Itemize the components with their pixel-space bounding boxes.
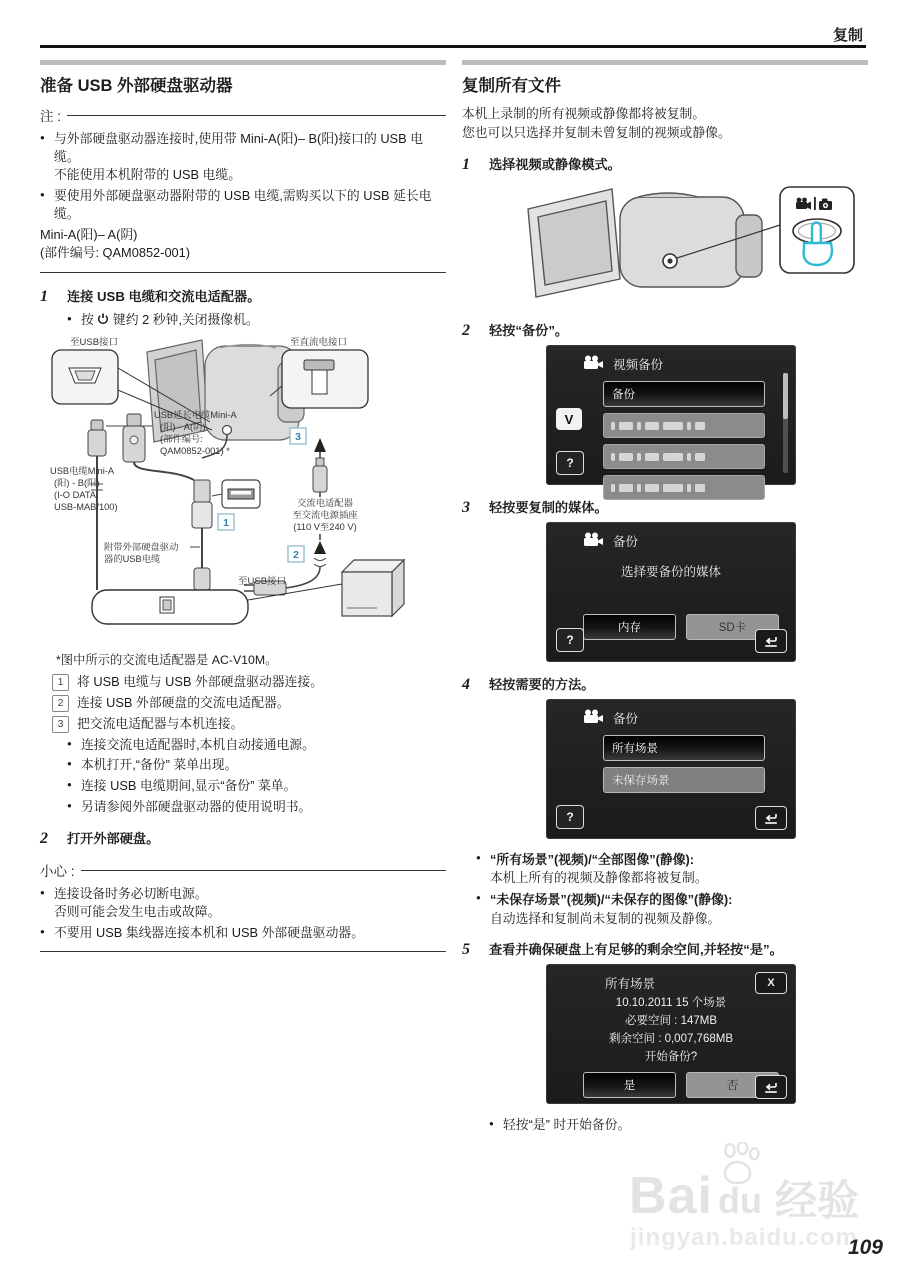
camcorder-icon [583,532,605,550]
screen-title-row [557,709,785,727]
rule [67,115,446,116]
return-button [755,806,787,830]
connection-diagram [42,334,446,647]
placeholder-menu-item [603,444,765,469]
screen-title: 备份 [613,535,639,550]
power-off-bullet: ● 按 键约 2 秒钟,关闭摄像机。 [67,311,446,330]
placeholder-menu-item [603,475,765,500]
camera-screen-select-media [546,522,796,662]
caution-label-row [40,860,446,880]
substep-1: 1 将 USB 电缆与 USB 外部硬盘驱动器连接。 [52,673,446,691]
all-scenes-button: 所有场景 [603,735,765,761]
svg-text:交流电适配器: 交流电适配器 [297,497,353,508]
yes-button: 是 [583,1072,676,1098]
step-2-right: 2 轻按“备份”。 [462,322,569,340]
note-bullet: ● 与外部硬盘驱动器连接时,使用带 Mini-A(阳)– B(阳)接口的 USB 电缆。 不能使用本机附带的 USB 电缆。 [40,130,446,184]
svg-text:QAM0852-001) *: QAM0852-001) * [160,445,230,456]
help-button: ? [556,805,584,829]
left-column [40,60,446,1137]
step-1-right: 1 选择视频或静像模式。 [462,156,621,174]
select-media-prompt: 选择要备份的媒体 [620,565,721,580]
info-bullet: ● 连接 USB 电缆期间,显示“备份” 菜单。 [67,777,446,795]
return-button [755,629,787,653]
diagram-marker-2: 2 [293,548,299,561]
diagram-label-to-usb: 至USB接口 [70,336,119,348]
step-3-right: 3 轻按要复制的媒体。 [462,499,608,517]
svg-text:(阳) - B(阳): (阳) - B(阳) [54,477,100,488]
backup-info-lines [557,995,785,1066]
option-all-scenes-desc: 本机上所有的视频及静像都将被复制。 [490,870,708,886]
camcorder-icon [583,709,605,727]
watermark-brand-cn: 经验 [774,1176,859,1224]
info-bullet: ● 连接交流电适配器时,本机自动接通电源。 [67,736,446,754]
screen-title: 视频备份 [613,358,664,373]
scroll-down-button: V [556,408,582,430]
rule [40,272,446,273]
option-unsaved-scenes-desc: 自动选择和复制尚未复制的视频及静像。 [490,910,721,926]
svg-text:(部件编号:: (部件编号: [160,433,203,444]
header-rule [40,45,866,48]
right-column [462,60,868,1137]
intro-line: 本机上录制的所有视频或静像都将被复制。 [462,106,706,121]
svg-text:(I-O DATA:: (I-O DATA: [54,489,99,500]
watermark-brand: Bai [629,1166,713,1225]
step-4-right: 4 轻按需要的方法。 [462,676,595,694]
section-bar [40,60,446,65]
diagram-label-to-usb-hdd: 至USB接口 [238,575,287,587]
screen-title: 所有场景 [605,977,656,992]
watermark-brand: du [717,1180,762,1222]
internal-memory-button: 内存 [583,614,676,640]
placeholder-menu-item [603,413,765,438]
rule [81,870,446,871]
screen-title-row [557,532,785,550]
info-bullet: ● 另请参阅外部硬盘驱动器的使用说明书。 [67,798,446,816]
power-icon [97,312,109,330]
return-button [755,1075,787,1099]
svg-text:至交流电源插座: 至交流电源插座 [292,509,358,520]
camera-screen-select-method [546,699,796,839]
unsaved-scenes-button: 未保存场景 [603,767,765,793]
diagram-label-hdd-cable [104,541,178,564]
cable-part-number: (部件编号: QAM0852-001) [40,245,191,261]
caution-bullet: ● 连接设备时务必切断电源。 否则可能会发生电击或故障。 [40,885,446,921]
intro-line: 您也可以只选择并复制未曾复制的视频或静像。 [462,124,731,140]
note-label-row [40,105,446,125]
page-number: 109 [847,1236,883,1259]
info-bullet: ● 本机打开,“备份” 菜单出现。 [67,756,446,774]
required-space: 必要空间 : 147MB [624,1015,718,1028]
cable-spec-line: Mini-A(阳)– A(阴) [40,226,138,242]
step-5-right: 5 查看并确保硬盘上有足够的剩余空间,并轻按“是”。 [462,941,783,959]
scrollbar [783,373,788,473]
sd-card-button: SD卡 [686,614,779,640]
camera-screen-confirm-backup [546,964,796,1104]
svg-text:USB电缆Mini-A: USB电缆Mini-A [50,465,115,476]
help-button: ? [556,628,584,652]
screen-title-row [557,974,785,992]
section-bar [462,60,868,65]
svg-text:附带外部硬盘驱动: 附带外部硬盘驱动 [104,541,179,552]
section-title-prepare-usb: 准备 USB 外部硬盘驱动器 [40,77,233,95]
camcorder-icon [583,355,605,373]
backup-menu-button: 备份 [603,381,765,407]
svg-text:USB-MAB/100): USB-MAB/100) [54,501,118,512]
section-title-copy-all: 复制所有文件 [462,77,561,95]
substep-3: 3 把交流电适配器与本机连接。 [52,715,446,733]
diagram-marker-1: 1 [223,516,229,529]
svg-text:器的USB电缆: 器的USB电缆 [104,553,161,564]
caution-label: 小心 : [40,864,75,880]
no-button: 否 [686,1072,779,1098]
close-button: X [755,972,787,994]
diagram-marker-3: 3 [295,430,301,443]
remaining-space: 剩余空间 : 0,007,768MB [609,1033,733,1046]
screen-title-row [557,355,785,373]
svg-text:USB延长电缆Mini-A: USB延长电缆Mini-A [154,409,237,420]
start-backup-question: 开始备份? [644,1050,698,1063]
option-all-scenes: ● “所有场景”(视频)/“全部图像”(静像): [476,851,868,868]
screen-title: 备份 [613,712,639,727]
page-header-title: 复制 [832,27,863,44]
help-button: ? [556,451,584,475]
caution-bullet: ● 不要用 USB 集线器连接本机和 USB 外部硬盘驱动器。 [40,924,446,942]
option-unsaved-scenes: ● “未保存场景”(视频)/“未保存的图像”(静像): [476,891,868,908]
substep-2: 2 连接 USB 外部硬盘的交流电适配器。 [52,694,446,712]
step-1-left: 1 连接 USB 电缆和交流电适配器。 [40,287,261,305]
diagram-label-ac-adapter [292,497,357,532]
scrollbar-thumb [783,373,788,419]
note-label: 注 : [40,109,62,124]
camcorder-mode-figure [512,179,868,308]
svg-text:(110 V至240 V): (110 V至240 V) [293,521,357,532]
svg-text:(阳) - A(阴): (阳) - A(阴) [160,421,206,432]
watermark-url: jingyan.baidu.com [630,1223,858,1251]
diagram-label-to-dc: 至直流电接口 [290,336,348,348]
step-2-left: 2 打开外部硬盘。 [40,830,160,848]
diagram-footnote: *图中所示的交流电适配器是 AC-V10M。 [56,652,278,667]
camera-screen-backup-menu [546,345,796,485]
rule [40,951,446,952]
start-backup-bullet: ● 轻按“是” 时开始备份。 [489,1116,868,1134]
diagram-label-usb-cable [50,465,118,512]
scene-count: 10.10.2011 15 个场景 [615,997,727,1010]
note-bullet: ● 要使用外部硬盘驱动器附带的 USB 电缆,需购买以下的 USB 延长电缆。 [40,187,446,223]
